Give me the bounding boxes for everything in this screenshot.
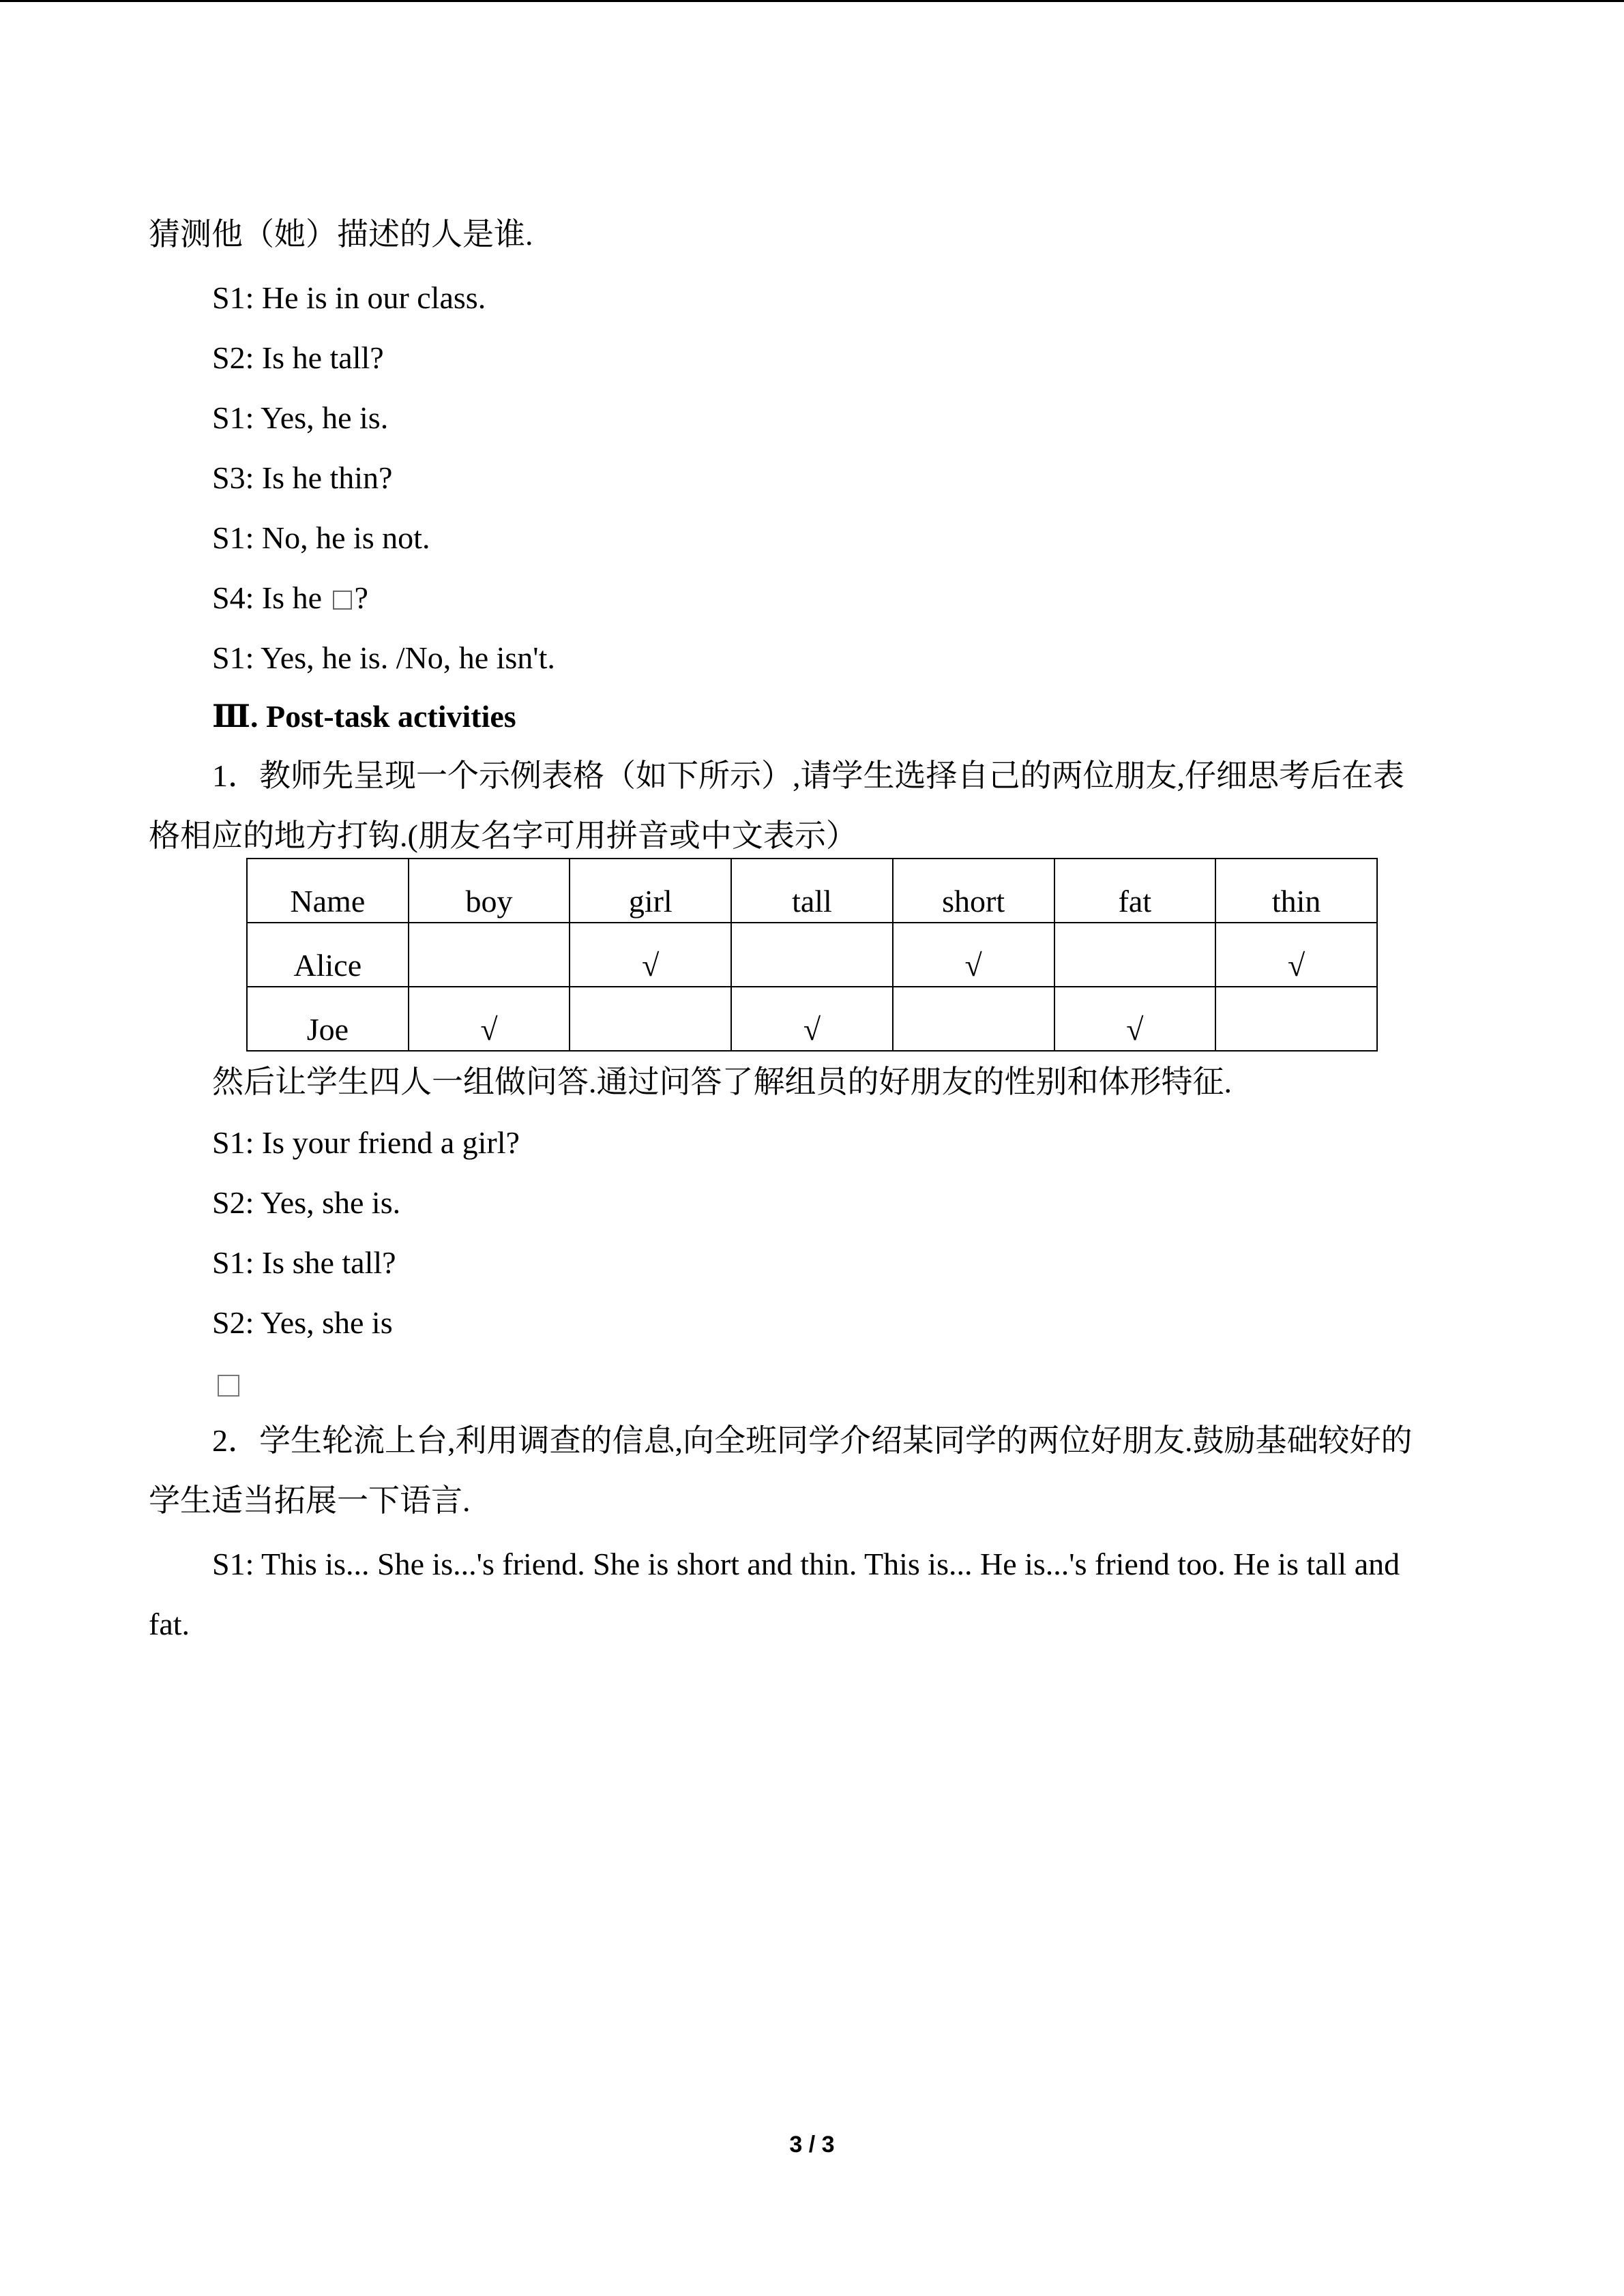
table-header-cell: tall — [731, 859, 893, 923]
table-cell — [1054, 923, 1216, 987]
example-line-3: S1: Is she tall? — [212, 1245, 396, 1280]
dialog-line-2: S2: Is he tall? — [212, 340, 384, 375]
table-header-cell: fat — [1054, 859, 1216, 923]
guess-intro-text: 猜测他（她）描述的人是谁. — [149, 217, 533, 252]
table-cell: √ — [731, 987, 893, 1051]
table-cell: √ — [1054, 987, 1216, 1051]
table-header-cell: boy — [409, 859, 570, 923]
step2-text-line1: 2．学生轮流上台,利用调查的信息,向全班同学介绍某同学的两位好朋友.鼓励基础较好的 — [212, 1423, 1413, 1458]
dialog-line-1: S1: He is in our class. — [212, 280, 486, 315]
table-row — [247, 987, 1377, 1051]
table-header-cell: girl — [570, 859, 731, 923]
table-cell — [731, 923, 893, 987]
step1-text-line1: 1．教师先呈现一个示例表格（如下所示）,请学生选择自己的两位朋友,仔细思考后在表 — [212, 758, 1404, 793]
table-header-cell: Name — [247, 859, 409, 923]
table-cell-name: Joe — [247, 987, 409, 1051]
placeholder-square-icon — [218, 1375, 239, 1397]
after-table-text: 然后让学生四人一组做问答.通过问答了解组员的好朋友的性别和体形特征. — [212, 1064, 1232, 1099]
dialog-line-7: S1: Yes, he is. /No, he isn't. — [212, 640, 555, 675]
table-row — [247, 923, 1377, 987]
table-cell — [893, 987, 1054, 1051]
example-line-4: S2: Yes, she is — [212, 1305, 393, 1340]
table-cell — [570, 987, 731, 1051]
table-cell — [1215, 987, 1377, 1051]
table-cell — [409, 923, 570, 987]
dialog-line-6 — [212, 578, 368, 618]
dialog-line-4: S3: Is he thin? — [212, 460, 393, 495]
s1-intro-line2: fat. — [149, 1607, 190, 1641]
step1-text-line2: 格相应的地方打钩.(朋友名字可用拼音或中文表示） — [149, 818, 857, 853]
table-cell: √ — [409, 987, 570, 1051]
dialog-line-5: S1: No, he is not. — [212, 520, 430, 555]
section-heading: Ⅲ. Post-task activities — [212, 699, 516, 734]
table-cell-name: Alice — [247, 923, 409, 987]
table-header-row — [247, 859, 1377, 923]
table-header-cell: thin — [1215, 859, 1377, 923]
dialog-line-6-end: ? — [354, 580, 368, 615]
example-line-1: S1: Is your friend a girl? — [212, 1125, 520, 1160]
placeholder-square-icon — [333, 591, 352, 610]
step2-text-line2: 学生适当拓展一下语言. — [149, 1483, 471, 1518]
table-cell: √ — [570, 923, 731, 987]
survey-table — [246, 858, 1378, 1052]
table-cell: √ — [1215, 923, 1377, 987]
dialog-line-3: S1: Yes, he is. — [212, 400, 389, 435]
s1-intro-line1: S1: This is... She is...'s friend. She is short and thin. This is... He is...'s friend too. He is tall and — [212, 1547, 1400, 1581]
top-border — [0, 0, 1624, 2]
table-cell: √ — [893, 923, 1054, 987]
dialog-line-6-start: S4: Is he — [212, 580, 330, 615]
example-line-2: S2: Yes, she is. — [212, 1185, 401, 1220]
page-number: 3 / 3 — [789, 2132, 835, 2158]
table-header-cell: short — [893, 859, 1054, 923]
